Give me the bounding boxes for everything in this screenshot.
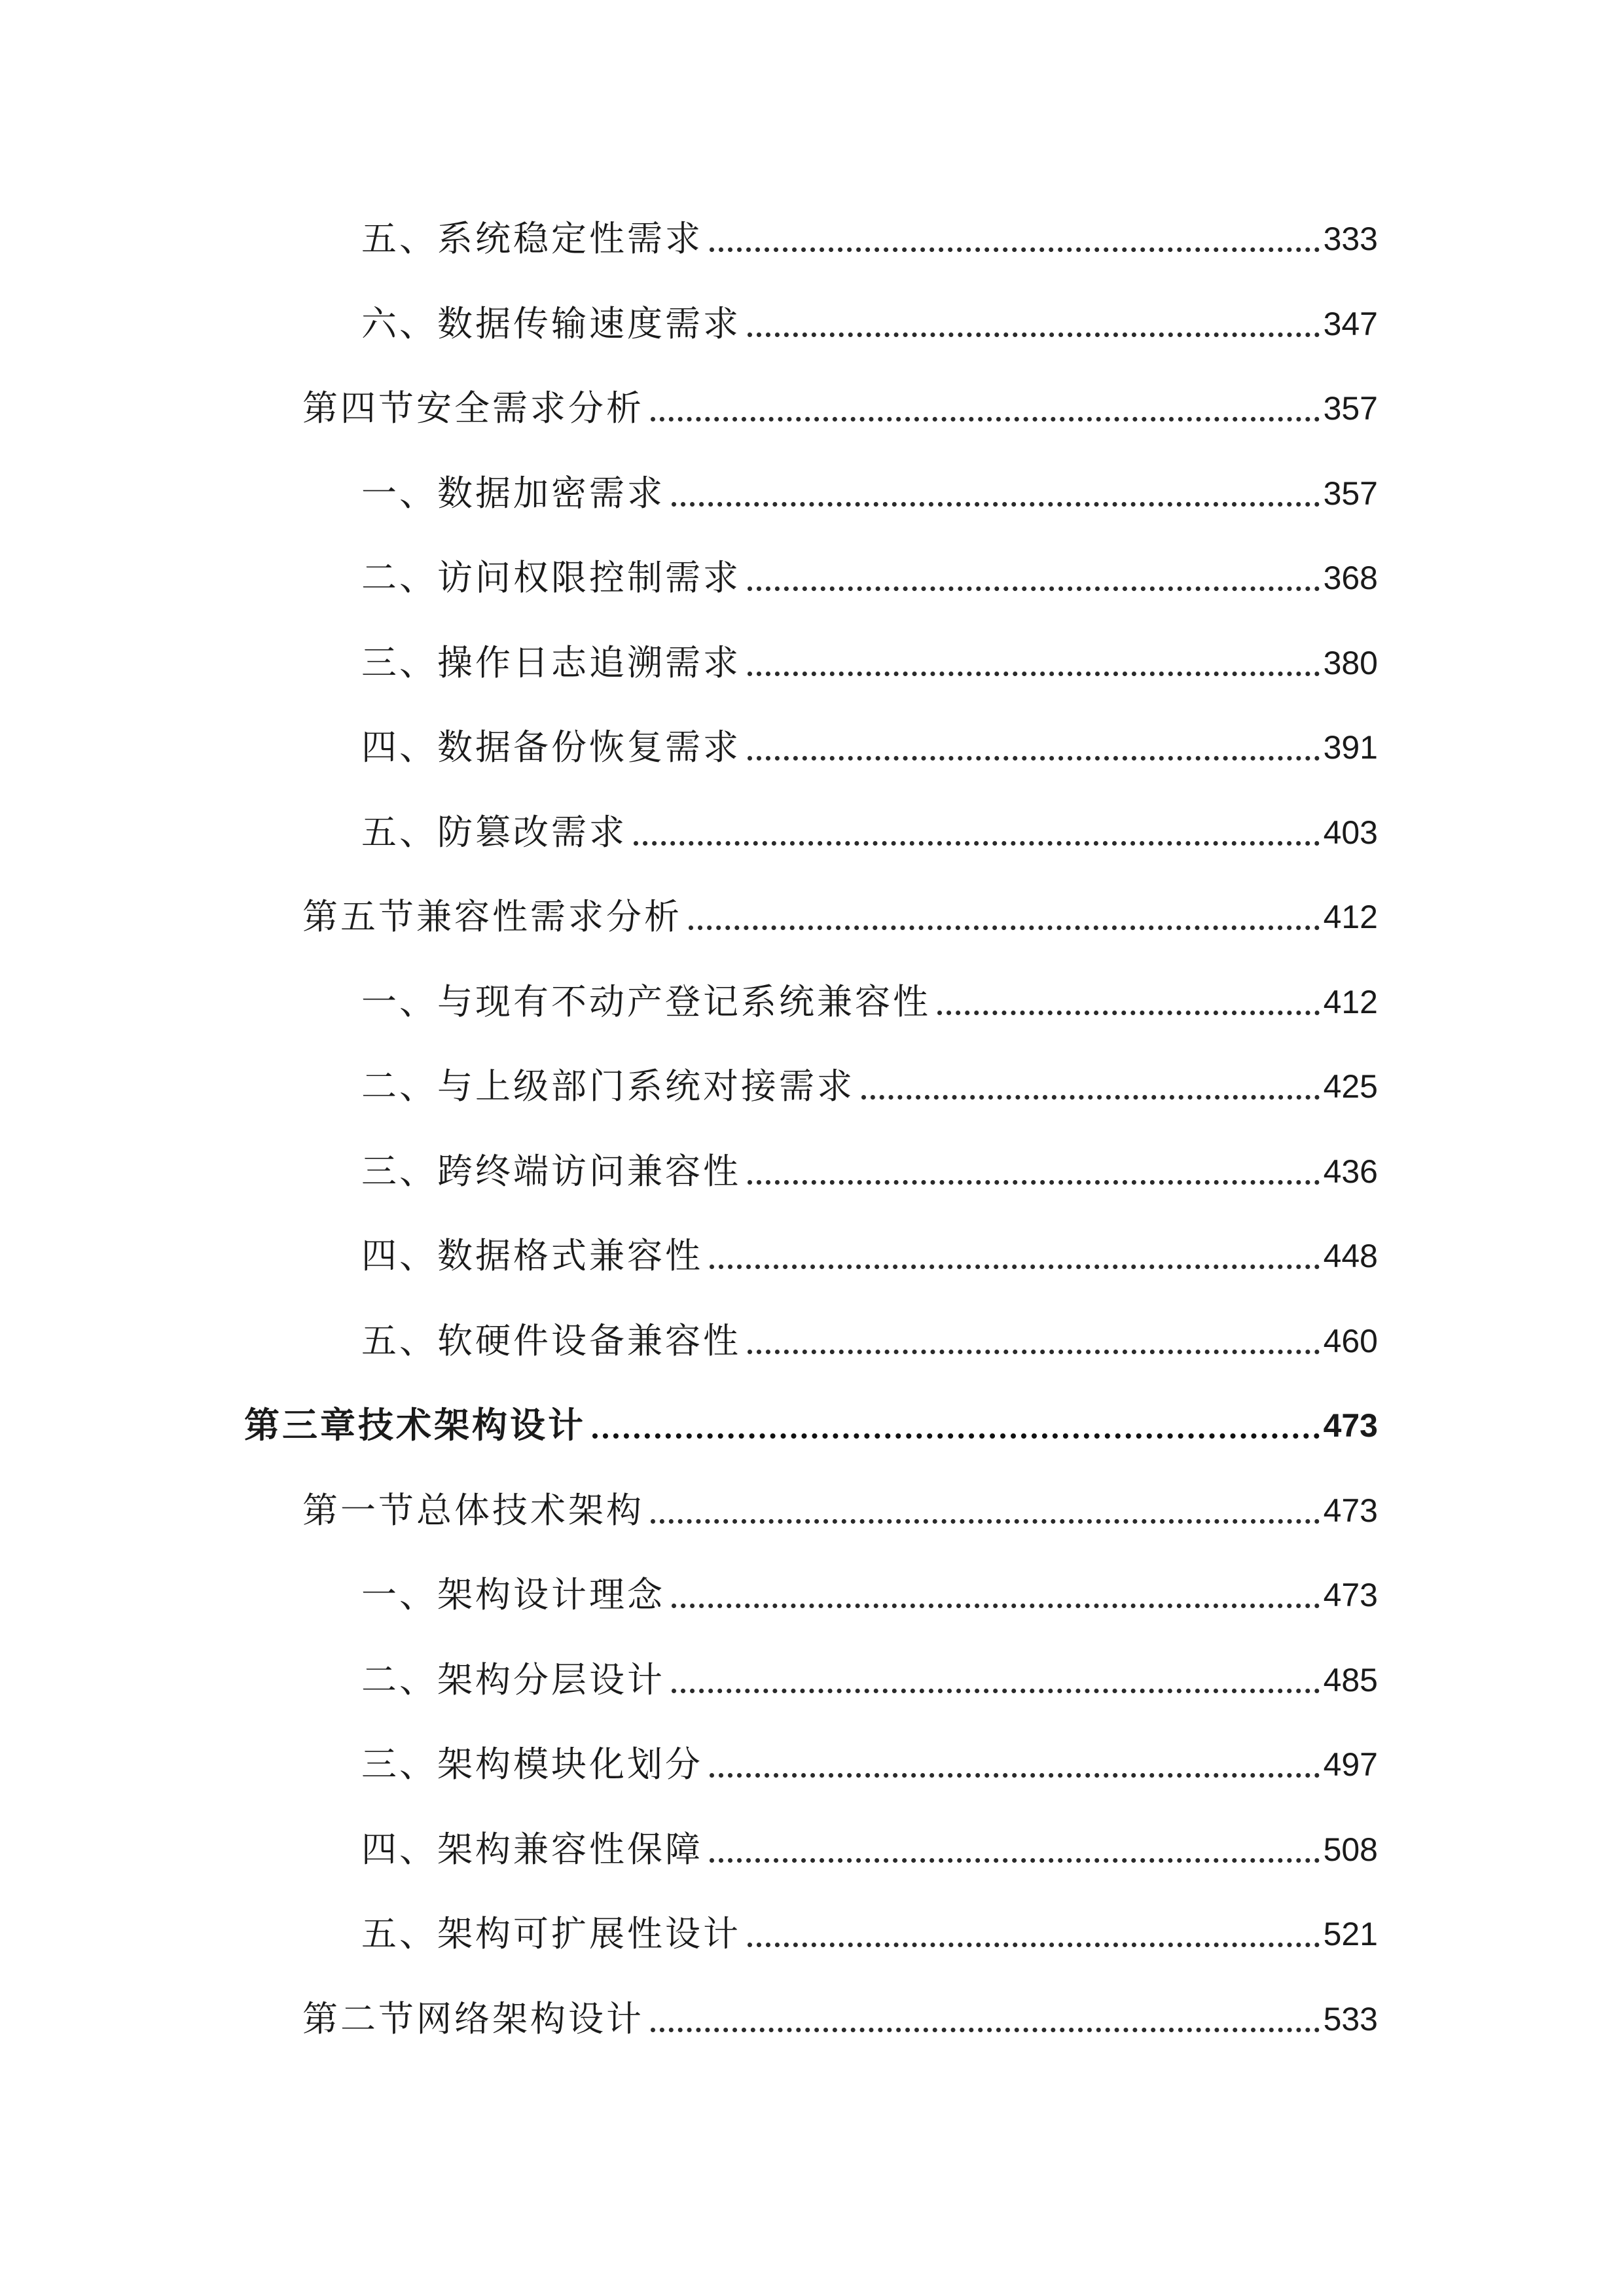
toc-entry-title: 五、软硬件设备兼容性 xyxy=(361,1320,741,1361)
toc-entry[interactable] xyxy=(244,1399,1378,1452)
toc-page-number: 412 xyxy=(1323,984,1378,1020)
toc-dot-leader xyxy=(710,247,1320,252)
toc-dot-leader xyxy=(592,1433,1320,1439)
toc-entry[interactable] xyxy=(361,467,1378,520)
toc-entry-title: 四、数据备份恢复需求 xyxy=(361,726,741,768)
toc-entry[interactable] xyxy=(361,1569,1378,1621)
toc-dot-leader xyxy=(748,756,1320,761)
toc-entry[interactable] xyxy=(361,1145,1378,1198)
toc-dot-leader xyxy=(672,1689,1320,1693)
toc-entry[interactable] xyxy=(361,976,1378,1028)
toc-page-number: 412 xyxy=(1323,899,1378,935)
toc-entry-title: 六、数据传输速度需求 xyxy=(361,303,741,344)
toc-page-number: 380 xyxy=(1323,645,1378,681)
toc-page-number: 473 xyxy=(1323,1407,1378,1444)
toc-entry-title: 二、访问权限控制需求 xyxy=(361,557,741,598)
toc-page-number: 425 xyxy=(1323,1068,1378,1105)
toc-page-number: 497 xyxy=(1323,1746,1378,1783)
toc-dot-leader xyxy=(651,2028,1320,2032)
toc-page-number: 473 xyxy=(1323,1492,1378,1529)
toc-entry-title: 四、架构兼容性保障 xyxy=(361,1829,703,1870)
toc-dot-leader xyxy=(748,332,1320,337)
toc-dot-leader xyxy=(689,925,1320,930)
toc-entry-title: 第二节网络架构设计 xyxy=(302,1998,644,2039)
toc-entry-title: 四、数据格式兼容性 xyxy=(361,1235,703,1276)
toc-entry-title: 第一节总体技术架构 xyxy=(302,1490,644,1531)
toc-entry[interactable] xyxy=(361,213,1378,265)
toc-dot-leader xyxy=(748,586,1320,591)
toc-page-number: 448 xyxy=(1323,1238,1378,1274)
toc-entry[interactable] xyxy=(361,637,1378,689)
toc-entry[interactable] xyxy=(302,1993,1378,2045)
toc-dot-leader xyxy=(710,1773,1320,1778)
toc-entry[interactable] xyxy=(361,721,1378,774)
toc-page-number: 473 xyxy=(1323,1577,1378,1613)
toc-page-number: 508 xyxy=(1323,1831,1378,1868)
toc-entry[interactable] xyxy=(361,1908,1378,1960)
toc-entry-title: 一、架构设计理念 xyxy=(361,1574,665,1615)
toc-entry-title: 第三章技术架构设计 xyxy=(244,1405,586,1446)
toc-dot-leader xyxy=(710,1265,1320,1269)
toc-dot-leader xyxy=(651,417,1320,422)
toc-entry-title: 三、跨终端访问兼容性 xyxy=(361,1151,741,1192)
toc-entry-title: 第五节兼容性需求分析 xyxy=(302,896,682,937)
toc-dot-leader xyxy=(748,672,1320,676)
toc-dot-leader xyxy=(937,1011,1320,1015)
toc-entry[interactable] xyxy=(361,1060,1378,1113)
toc-entry[interactable] xyxy=(302,1484,1378,1537)
toc-entry-title: 第四节安全需求分析 xyxy=(302,387,644,429)
toc-page-number: 460 xyxy=(1323,1323,1378,1359)
toc-dot-leader xyxy=(672,1604,1320,1608)
toc-entry-title: 二、与上级部门系统对接需求 xyxy=(361,1066,855,1107)
toc-entry[interactable] xyxy=(361,1654,1378,1706)
toc-page-number: 368 xyxy=(1323,560,1378,596)
toc-dot-leader xyxy=(672,502,1320,507)
toc-dot-leader xyxy=(651,1519,1320,1524)
toc-entry[interactable] xyxy=(361,552,1378,604)
toc-entry-title: 五、防篡改需求 xyxy=(361,812,627,853)
toc-entry[interactable] xyxy=(361,298,1378,350)
toc-dot-leader xyxy=(748,1350,1320,1354)
toc-page-number: 436 xyxy=(1323,1153,1378,1190)
toc-dot-leader xyxy=(710,1858,1320,1863)
toc-entry-title: 三、操作日志追溯需求 xyxy=(361,642,741,683)
toc-entry-title: 三、架构模块化划分 xyxy=(361,1744,703,1785)
toc-dot-leader xyxy=(861,1095,1320,1100)
toc-entry-title: 五、系统稳定性需求 xyxy=(361,218,703,259)
toc-page-number: 357 xyxy=(1323,390,1378,427)
toc-page-number: 333 xyxy=(1323,221,1378,257)
toc-entry-title: 一、与现有不动产登记系统兼容性 xyxy=(361,981,931,1022)
toc-page-number: 347 xyxy=(1323,306,1378,342)
toc-entry[interactable] xyxy=(302,891,1378,943)
toc-dot-leader xyxy=(634,841,1320,846)
toc-page-number: 521 xyxy=(1323,1916,1378,1952)
toc-page-number: 391 xyxy=(1323,729,1378,766)
toc-page-number: 485 xyxy=(1323,1662,1378,1698)
toc-entry[interactable] xyxy=(361,1230,1378,1282)
toc-dot-leader xyxy=(748,1943,1320,1947)
toc-entry-title: 一、数据加密需求 xyxy=(361,473,665,514)
toc-dot-leader xyxy=(748,1180,1320,1185)
toc-page-number: 403 xyxy=(1323,814,1378,851)
toc-entry[interactable] xyxy=(361,806,1378,859)
toc-entry-title: 二、架构分层设计 xyxy=(361,1659,665,1700)
toc-page-number: 357 xyxy=(1323,475,1378,512)
toc-entry[interactable] xyxy=(302,382,1378,435)
toc-page-number: 533 xyxy=(1323,2001,1378,2037)
toc-entry[interactable] xyxy=(361,1823,1378,1876)
toc-entry[interactable] xyxy=(361,1315,1378,1367)
toc-entry[interactable] xyxy=(361,1738,1378,1791)
toc-entry-title: 五、架构可扩展性设计 xyxy=(361,1913,741,1954)
